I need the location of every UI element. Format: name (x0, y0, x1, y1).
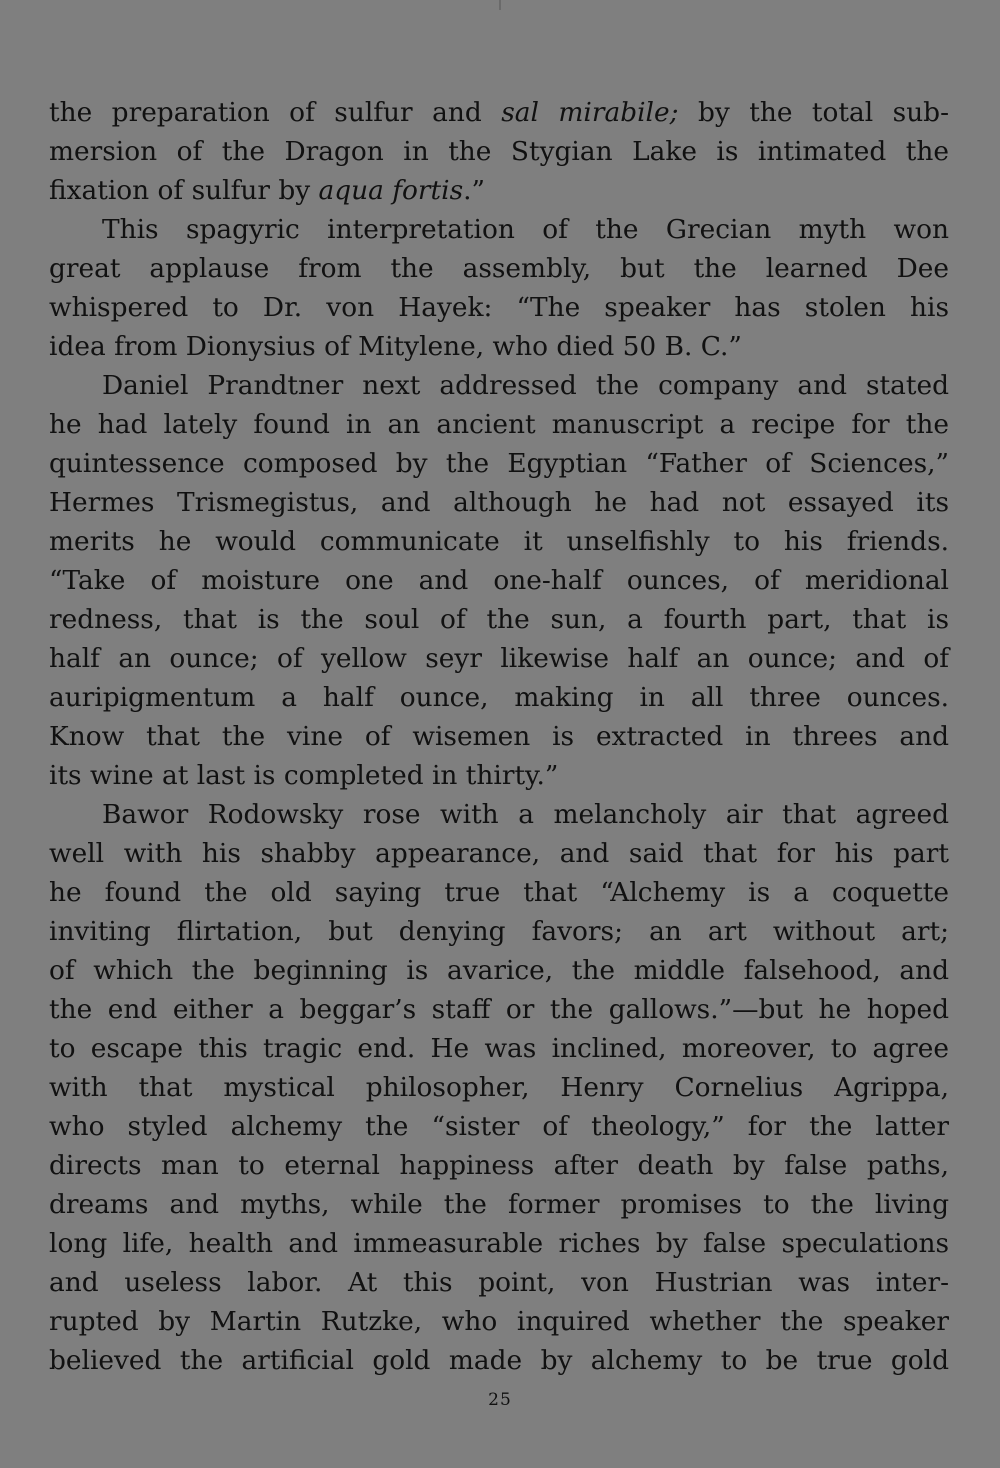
text-line (49, 600, 949, 639)
text-line (49, 873, 949, 912)
text-line (49, 132, 949, 171)
text-line (49, 639, 949, 678)
text-line (49, 171, 949, 210)
text-line (49, 1185, 949, 1224)
body-text (49, 93, 949, 1380)
text-run: with that mystical philosopher, Henry Cornelius Agrippa, (49, 1072, 949, 1103)
text-run: well with his shabby appearance, and said that for his part (49, 838, 949, 869)
text-run: believed the artificial gold made by alchemy to be true gold (49, 1345, 949, 1376)
text-run: mersion of the Dragon in the Stygian Lake is intimated the (49, 136, 949, 167)
text-run: Hermes Trismegistus, and although he had not essayed its (49, 487, 949, 518)
text-run: This spagyric interpretation of the Grecian myth won (102, 214, 949, 245)
text-line (49, 327, 949, 366)
text-run: inviting flirtation, but denying favors; an art without art; (49, 916, 949, 947)
text-line (49, 1263, 949, 1302)
text-run: of which the beginning is avarice, the middle falsehood, and (49, 955, 949, 986)
text-run: he had lately found in an ancient manuscript a recipe for the (49, 409, 949, 440)
text-run: fixation of sulfur by (49, 175, 319, 206)
text-run: the end either a beggar’s staff or the gallows.”—but he hoped (49, 994, 949, 1025)
text-line (49, 678, 949, 717)
text-run: Daniel Prandtner next addressed the company and stated (102, 370, 949, 401)
text-run: who styled alchemy the “sister of theology,” for the latter (49, 1111, 949, 1142)
text-line (49, 1341, 949, 1380)
text-run: Know that the vine of wisemen is extracted in threes and (49, 721, 949, 752)
page-number: 25 (488, 1390, 512, 1410)
text-line (49, 1224, 949, 1263)
text-run: the preparation of sulfur and (49, 97, 502, 128)
text-line (49, 405, 949, 444)
text-run: auripigmentum a half ounce, making in all three ounces. (49, 682, 949, 713)
text-line (49, 795, 949, 834)
text-run: dreams and myths, while the former promises to the living (49, 1189, 949, 1220)
text-run: and useless labor. At this point, von Hustrian was inter- (49, 1267, 949, 1298)
text-line (49, 912, 949, 951)
text-run: idea from Dionysius of Mitylene, who died 50 B. C.” (49, 331, 742, 362)
text-line (49, 483, 949, 522)
text-line (49, 1068, 949, 1107)
text-run: quintessence composed by the Egyptian “Father of Sciences,” (49, 448, 949, 479)
text-line (49, 717, 949, 756)
text-line (49, 444, 949, 483)
text-line (49, 1146, 949, 1185)
text-line (49, 951, 949, 990)
text-run: whispered to Dr. von Hayek: “The speaker has stolen his (49, 292, 949, 323)
text-line (49, 834, 949, 873)
text-run: rupted by Martin Rutzke, who inquired whether the speaker (49, 1306, 949, 1337)
text-line (49, 1107, 949, 1146)
text-run: he found the old saying true that “Alchemy is a coquette (49, 877, 949, 908)
text-run: great applause from the assembly, but the learned Dee (49, 253, 949, 284)
text-line (49, 210, 949, 249)
text-run: its wine at last is completed in thirty.” (49, 760, 559, 791)
text-line (49, 288, 949, 327)
text-line (49, 561, 949, 600)
text-line (49, 1029, 949, 1068)
text-run: Bawor Rodowsky rose with a melancholy air that agreed (102, 799, 949, 830)
text-run: long life, health and immeasurable riches by false speculations (49, 1228, 949, 1259)
text-run: half an ounce; of yellow seyr likewise half an ounce; and of (49, 643, 949, 674)
text-line (49, 366, 949, 405)
text-line (49, 93, 949, 132)
text-run: to escape this tragic end. He was inclined, moreover, to agree (49, 1033, 949, 1064)
italic-phrase: sal mirabile; (501, 97, 679, 128)
text-line (49, 756, 949, 795)
text-line (49, 1302, 949, 1341)
text-run: .” (463, 175, 486, 206)
text-run: redness, that is the soul of the sun, a fourth part, that is (49, 604, 949, 635)
text-run: merits he would communicate it unselfishly to his friends. (49, 526, 949, 557)
text-run: “Take of moisture one and one-half ounces, of meridional (49, 565, 949, 596)
text-line (49, 249, 949, 288)
text-run: by the total sub- (678, 97, 949, 128)
text-line (49, 990, 949, 1029)
italic-phrase: aqua fortis (318, 175, 464, 206)
text-line (49, 522, 949, 561)
text-run: directs man to eternal happiness after death by false paths, (49, 1150, 949, 1181)
scan-mark (499, 0, 501, 10)
